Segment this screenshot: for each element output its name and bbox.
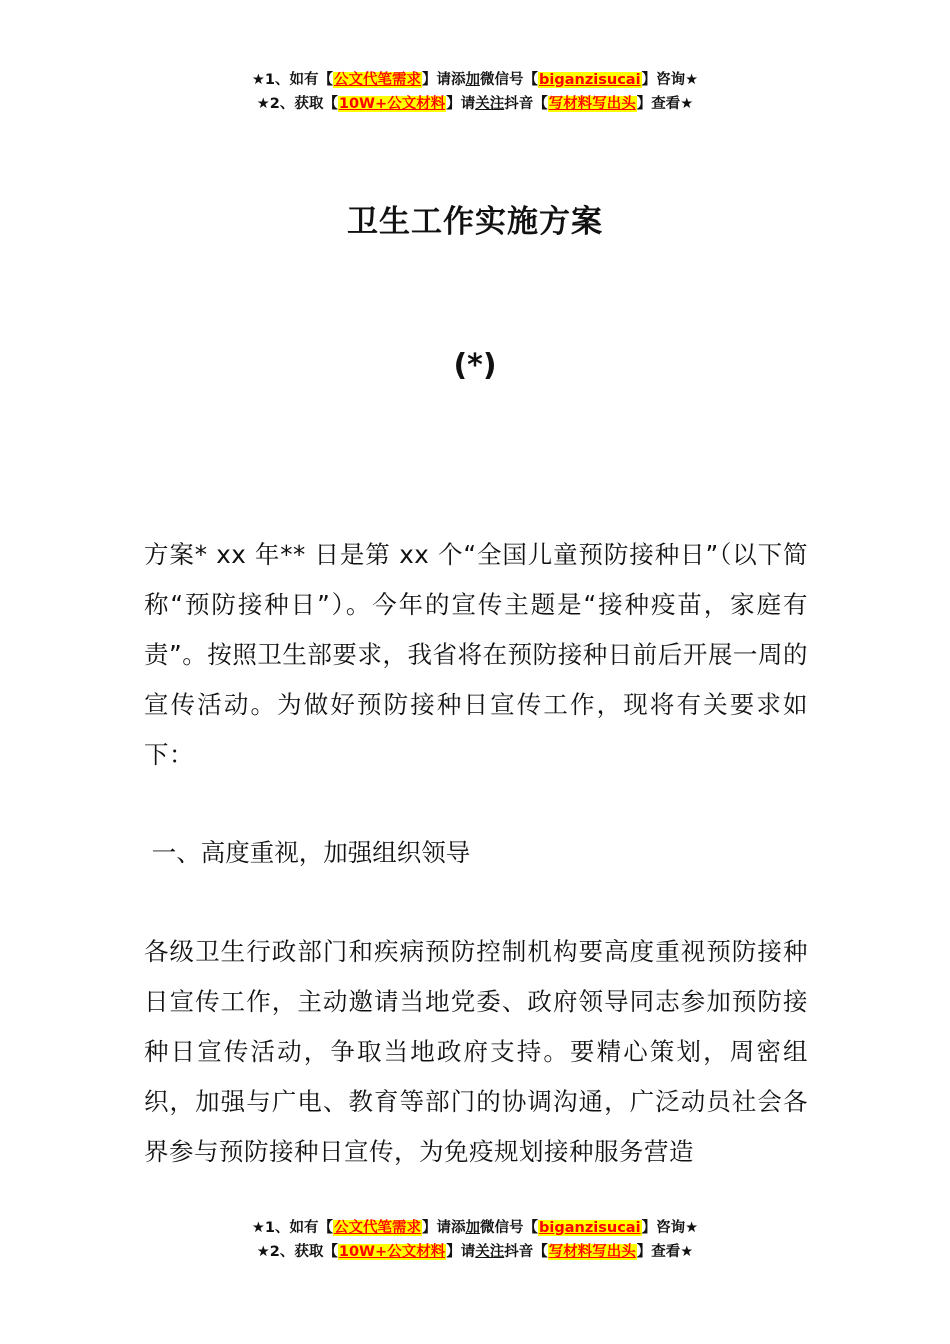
paragraph-intro: 方案* xx 年** 日是第 xx 个“全国儿童预防接种日”（以下简称“预防接种日”）。今年的宣传主题是“接种疫苗，家庭有责”。按照卫生部要求，我省将在预防接种日前后开展一周的宣传活动。为做好预防接种日宣传工作，现将有关要求如下： [144, 540, 808, 769]
section-heading-1: 一、高度重视，加强组织领导 [144, 838, 471, 867]
promo-highlight: 公文代笔需求 [334, 72, 422, 88]
promo-highlight: biganzisucai [539, 72, 641, 88]
promo-underline: 关注 [475, 1244, 505, 1260]
document-title: 卫生工作实施方案 [347, 204, 603, 240]
promo-text: ★1、如有【 [251, 72, 334, 88]
promo-line-1 [0, 68, 950, 92]
document-subtitle: (*) [453, 348, 497, 383]
promo-line-1 [0, 1216, 950, 1240]
promo-text: ★2、获取【 [256, 96, 338, 112]
promo-text: 抖音【 [504, 96, 548, 112]
promo-text: 微信号【 [480, 1220, 539, 1236]
promo-text: 】请 [446, 96, 476, 112]
promo-text: 】请添 [422, 72, 466, 88]
promo-text: 】查看★ [636, 1244, 694, 1260]
promo-text: 】咨询★ [641, 1220, 699, 1236]
promo-highlight: 10W+公文材料 [338, 1244, 446, 1260]
promo-text: 】咨询★ [641, 72, 699, 88]
paragraph-section-1: 各级卫生行政部门和疾病预防控制机构要高度重视预防接种日宣传工作，主动邀请当地党委、政府领导同志参加预防接种日宣传活动，争取当地政府支持。要精心策划，周密组织，加强与广电、教育等部门的协调沟通，广泛动员社会各界参与预防接种日宣传，为免疫规划接种服务营造 [144, 937, 808, 1166]
promo-underline: 加 [465, 1220, 481, 1236]
promo-banner-top [0, 68, 950, 116]
promo-text: 微信号【 [480, 72, 539, 88]
promo-banner-bottom [0, 1216, 950, 1264]
promo-highlight: 写材料写出头 [548, 1244, 636, 1260]
promo-text: 】请 [446, 1244, 476, 1260]
promo-highlight: 公文代笔需求 [334, 1220, 422, 1236]
promo-line-2 [0, 92, 950, 116]
promo-highlight: 10W+公文材料 [338, 96, 446, 112]
promo-text: 】请添 [422, 1220, 466, 1236]
promo-text: ★2、获取【 [256, 1244, 338, 1260]
promo-line-2 [0, 1240, 950, 1264]
promo-text: 抖音【 [504, 1244, 548, 1260]
promo-highlight: 写材料写出头 [548, 96, 636, 112]
promo-text: ★1、如有【 [251, 1220, 334, 1236]
promo-highlight: biganzisucai [539, 1220, 641, 1236]
promo-underline: 加 [465, 72, 481, 88]
promo-text: 】查看★ [636, 96, 694, 112]
promo-underline: 关注 [475, 96, 505, 112]
